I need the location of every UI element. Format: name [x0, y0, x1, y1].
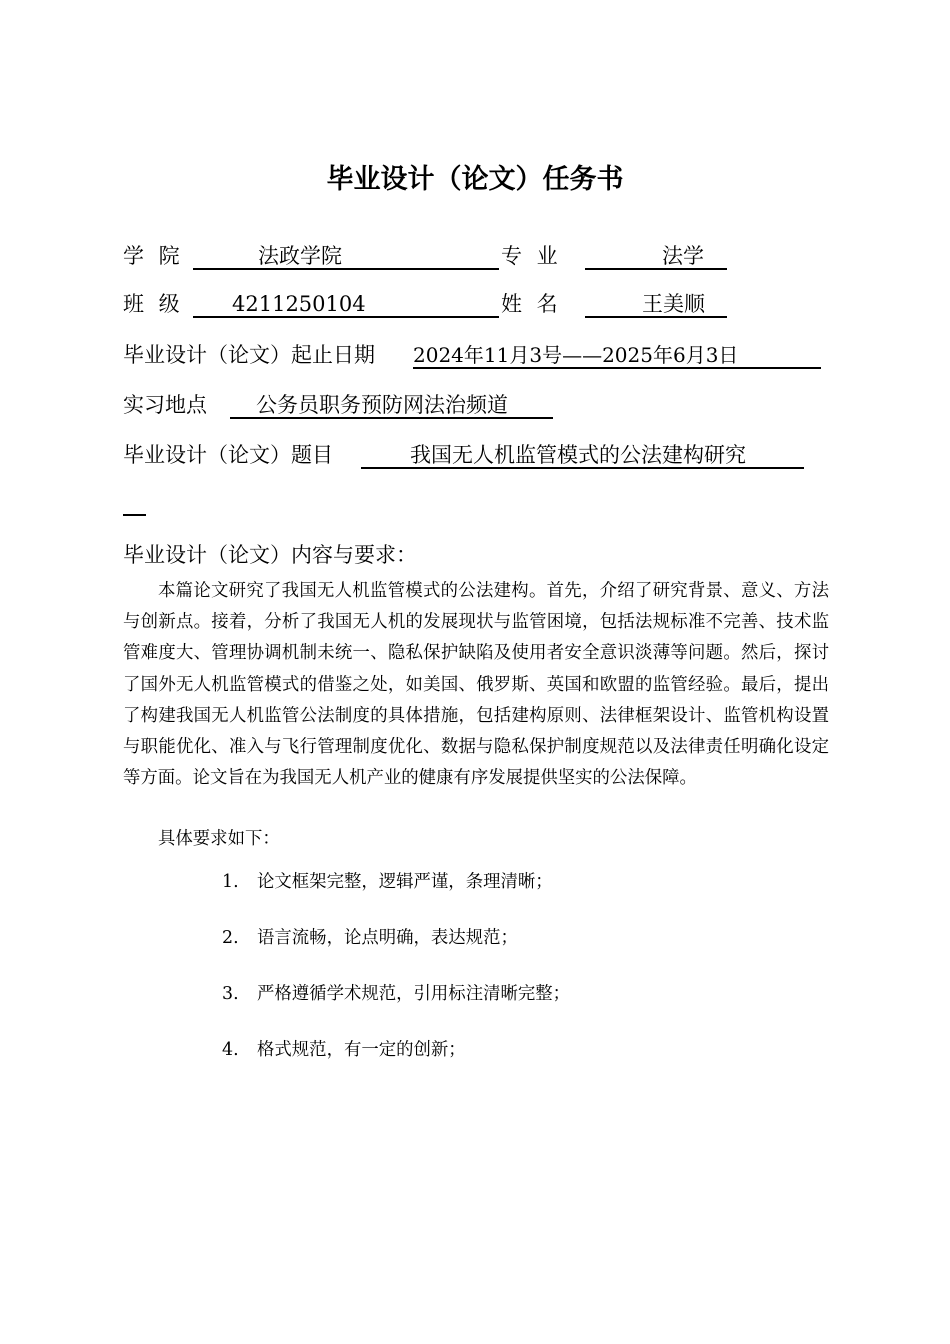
requirement-number: 3.: [222, 984, 239, 1004]
requirement-item: [222, 981, 570, 1007]
name-label: 姓 名: [501, 292, 562, 316]
dates-value: 2024年11月3号——2025年6月3日: [413, 343, 739, 367]
topic-value: 我国无人机监管模式的公法建构研究: [410, 443, 746, 467]
requirement-text: 格式规范，有一定的创新；: [257, 1040, 466, 1060]
college-underline: [193, 268, 499, 270]
major-value: 法学: [662, 244, 704, 268]
requirement-text: 严格遵循学术规范，引用标注清晰完整；: [257, 984, 571, 1004]
topic-underline-continuation: [123, 514, 146, 516]
location-value: 公务员职务预防网法治频道: [256, 393, 508, 417]
requirement-number: 4.: [222, 1040, 239, 1060]
college-label: 学 院: [123, 244, 184, 268]
class-value: 4211250104: [232, 292, 366, 316]
requirement-item: [222, 925, 518, 951]
location-label: 实习地点: [123, 393, 207, 417]
dates-label: 毕业设计（论文）起止日期: [123, 343, 375, 367]
requirement-number: 1.: [222, 872, 239, 892]
content-heading: 毕业设计（论文）内容与要求：: [123, 543, 417, 567]
college-value: 法政学院: [258, 244, 342, 268]
name-value: 王美顺: [642, 292, 705, 316]
requirement-item: [222, 869, 553, 895]
major-underline: [585, 268, 727, 270]
requirement-text: 语言流畅，论点明确，表达规范；: [257, 928, 518, 948]
requirement-number: 2.: [222, 928, 239, 948]
major-label: 专 业: [501, 244, 562, 268]
class-label: 班 级: [123, 292, 184, 316]
requirement-item: [222, 1037, 466, 1063]
requirements-heading: 具体要求如下：: [158, 829, 280, 849]
content-paragraph: 本篇论文研究了我国无人机监管模式的公法建构。首先，介绍了研究背景、意义、方法与创新点。接着，分析了我国无人机的发展现状与监管困境，包括法规标准不完善、技术监管难度大、管理协调机制未统一、隐私保护缺陷及使用者安全意识淡薄等问题。然后，探讨了国外无人机监管模式的借鉴之处，如美国、俄罗斯、英国和欧盟的监管经验。最后，提出了构建我国无人机监管公法制度的具体措施，包括建构原则、法律框架设计、监管机构设置与职能优化、准入与飞行管理制度优化、数据与隐私保护制度规范以及法律责任明确化设定等方面。论文旨在为我国无人机产业的健康有序发展提供坚实的公法保障。: [123, 581, 829, 789]
topic-label: 毕业设计（论文）题目: [123, 443, 333, 467]
document-title: 毕业设计（论文）任务书: [326, 164, 624, 195]
requirement-text: 论文框架完整，逻辑严谨，条理清晰；: [257, 872, 553, 892]
